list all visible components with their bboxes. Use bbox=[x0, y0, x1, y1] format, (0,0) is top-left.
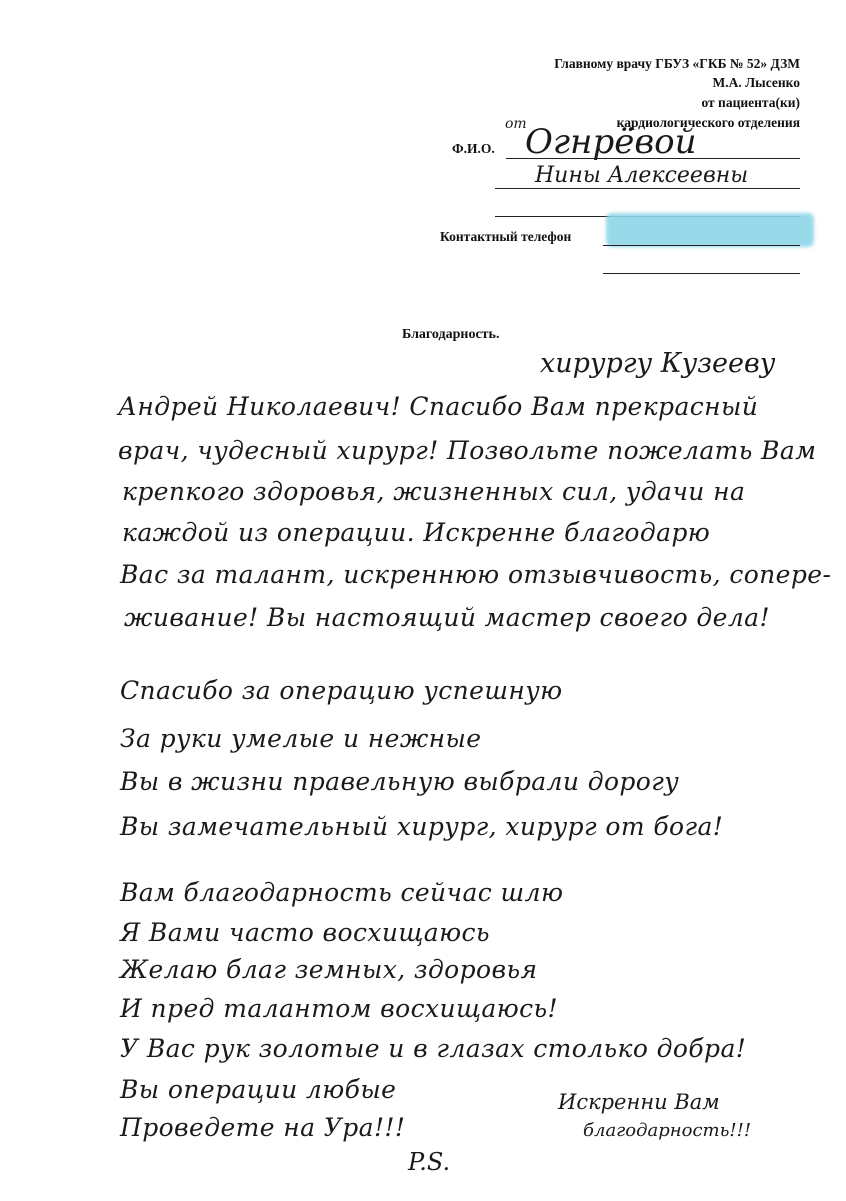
poem-line: Спасибо за операцию успешную bbox=[120, 676, 563, 705]
poem-line: За руки умелые и нежные bbox=[120, 724, 482, 753]
fio-underline-1 bbox=[506, 158, 800, 159]
fio-surname: Огнрёвой bbox=[525, 122, 697, 162]
signoff-line: благодарность!!! bbox=[583, 1120, 752, 1141]
postscript-mark: P.S. bbox=[408, 1148, 451, 1176]
fio-name: Нины Алексеевны bbox=[535, 163, 749, 188]
extra-underline bbox=[603, 273, 800, 274]
poem-line: И пред талантом восхищаюсь! bbox=[120, 994, 558, 1023]
header-department: кардиологического отделения bbox=[616, 115, 800, 130]
letter-line: каждой из операции. Искренне благодарю bbox=[122, 518, 711, 547]
fio-label: Ф.И.О. bbox=[452, 141, 495, 156]
letter-line: Вас за талант, искреннюю отзывчивость, сопере- bbox=[120, 560, 832, 589]
phone-label: Контактный телефон bbox=[440, 229, 572, 244]
header-from-patient: от пациента(ки) bbox=[701, 95, 800, 110]
poem-line: Желаю благ земных, здоровья bbox=[120, 955, 538, 984]
document-title: Благодарность. bbox=[402, 327, 500, 342]
letter-line: Андрей Николаевич! Спасибо Вам прекрасный bbox=[118, 392, 759, 421]
phone-redaction bbox=[606, 213, 814, 247]
letter-line: врач, чудесный хирург! Позвольте пожелать Вам bbox=[118, 436, 817, 465]
letter-line: живание! Вы настоящий мастер своего дела! bbox=[124, 603, 770, 632]
fio-underline-2 bbox=[495, 188, 800, 189]
fio-prefix: от bbox=[505, 116, 527, 132]
poem-line: Вы в жизни правельную выбрали дорогу bbox=[120, 767, 680, 796]
signoff-line: Искренни Вам bbox=[558, 1090, 720, 1114]
header-doctor-name: М.А. Лысенко bbox=[712, 75, 800, 90]
poem-line: Проведете на Ура!!! bbox=[120, 1113, 406, 1142]
poem-line: Вы операции любые bbox=[120, 1075, 397, 1104]
header-recipient: Главному врачу ГБУЗ «ГКБ № 52» ДЗМ bbox=[554, 56, 800, 71]
poem-line: Вы замечательный хирург, хирург от бога! bbox=[120, 812, 724, 841]
poem-line: Я Вами часто восхищаюсь bbox=[120, 918, 490, 947]
poem-line: У Вас рук золотые и в глазах столько добра! bbox=[120, 1034, 747, 1063]
phone-underline bbox=[603, 245, 800, 246]
letter-line: крепкого здоровья, жизненных сил, удачи на bbox=[122, 477, 746, 506]
poem-line: Вам благодарность сейчас шлю bbox=[120, 878, 564, 907]
addressee: хирургу Кузееву bbox=[540, 348, 776, 379]
